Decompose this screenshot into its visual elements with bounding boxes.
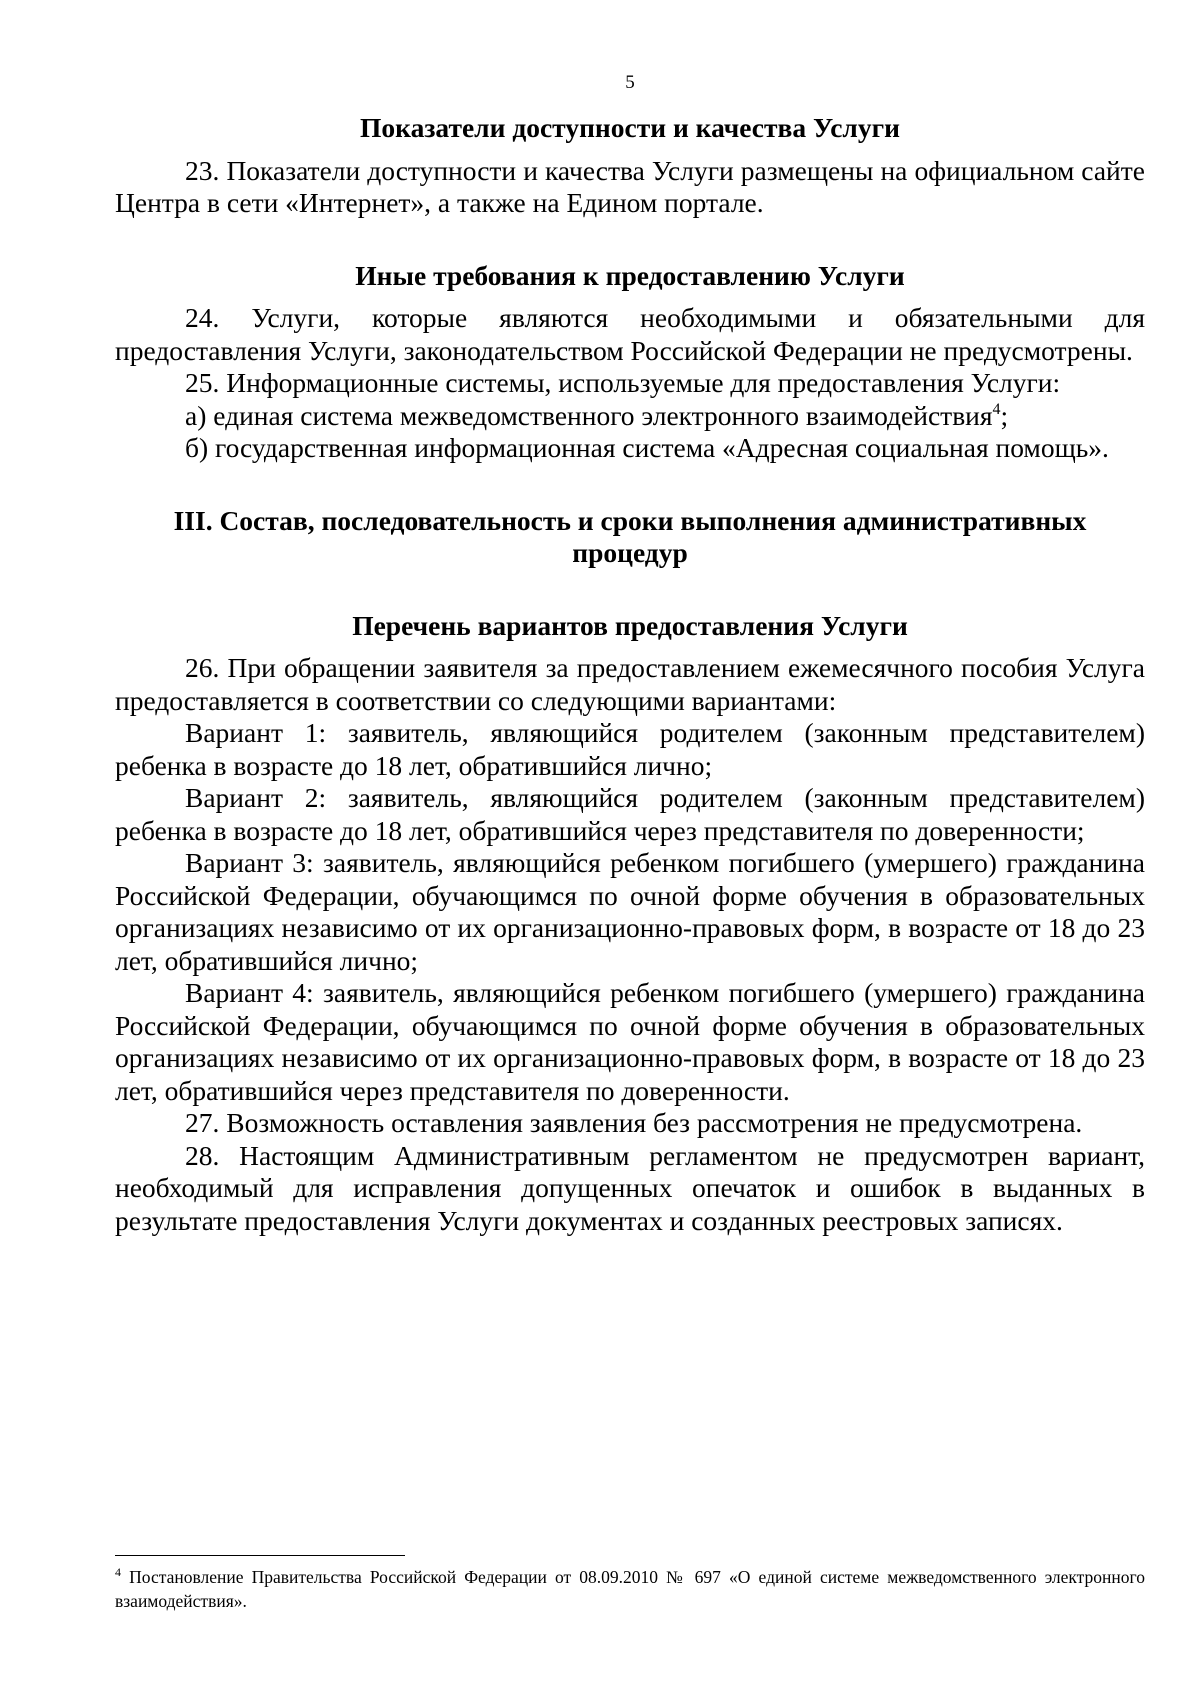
paragraph-24: 24. Услуги, которые являются необходимыми и обязательными для предоставления Услуги, законодательством Российской Федерации не предусмотрены. xyxy=(115,302,1145,366)
variant-2: Вариант 2: заявитель, являющийся родителем (законным представителем) ребенка в возрасте до 18 лет, обратившийся через представителя по доверенности; xyxy=(115,782,1145,846)
paragraph-27: 27. Возможность оставления заявления без рассмотрения не предусмотрена. xyxy=(185,1107,1083,1138)
paragraph-25a-end: ; xyxy=(1000,399,1009,431)
footnote-text: Постановление Правительства Российской Федерации от 08.09.2010 № 697 «О единой системе межведомственного электронного взаимодействия». xyxy=(115,1567,1145,1611)
paragraph-28: 28. Настоящим Административным регламентом не предусмотрен вариант, необходимый для исправления допущенных опечаток и ошибок в выданных в результате предоставления Услуги документах и созданных реестровых записях. xyxy=(115,1139,1145,1236)
heading-section-3: III. Состав, последовательность и сроки выполнения административных процедур xyxy=(173,504,1087,568)
paragraph-25a-text: а) единая система межведомственного электронного взаимодействия xyxy=(185,399,993,431)
footnote-marker: 4 xyxy=(115,1565,121,1579)
paragraph-25a xyxy=(115,400,1145,433)
paragraph-25: 25. Информационные системы, используемые для предоставления Услуги: xyxy=(185,367,1061,398)
footnote-separator xyxy=(115,1555,405,1556)
variant-1: Вариант 1: заявитель, являющийся родителем (законным представителем) ребенка в возрасте до 18 лет, обратившийся лично; xyxy=(115,717,1145,781)
heading-other-requirements: Иные требования к предоставлению Услуги xyxy=(355,259,905,291)
heading-service-variants: Перечень вариантов предоставления Услуги xyxy=(352,609,908,641)
page-number: 5 xyxy=(625,72,635,93)
paragraph-26: 26. При обращении заявителя за предоставлением ежемесячного пособия Услуга предоставляется в соответствии со следующими вариантами: xyxy=(115,652,1145,716)
variant-3: Вариант 3: заявитель, являющийся ребенком погибшего (умершего) гражданина Российской Федерации, обучающимся по очной форме обучения в образовательных организациях независимо от их организационно-правовых форм, в возрасте от 18 до 23 лет, обратившийся лично; xyxy=(115,847,1145,976)
document-body xyxy=(115,112,1145,1237)
paragraph-25b: б) государственная информационная система «Адресная социальная помощь». xyxy=(185,432,1109,463)
footnote xyxy=(115,1565,1145,1613)
footnote-reference: 4 xyxy=(992,400,1001,418)
paragraph-23: 23. Показатели доступности и качества Услуги размещены на официальном сайте Центра в сети «Интернет», а также на Едином портале. xyxy=(115,154,1145,218)
heading-quality-indicators: Показатели доступности и качества Услуги xyxy=(360,112,900,143)
variant-4: Вариант 4: заявитель, являющийся ребенком погибшего (умершего) гражданина Российской Федерации, обучающимся по очной форме обучения в образовательных организациях независимо от их организационно-правовых форм, в возрасте от 18 до 23 лет, обратившийся через представителя по доверенности. xyxy=(115,977,1145,1106)
